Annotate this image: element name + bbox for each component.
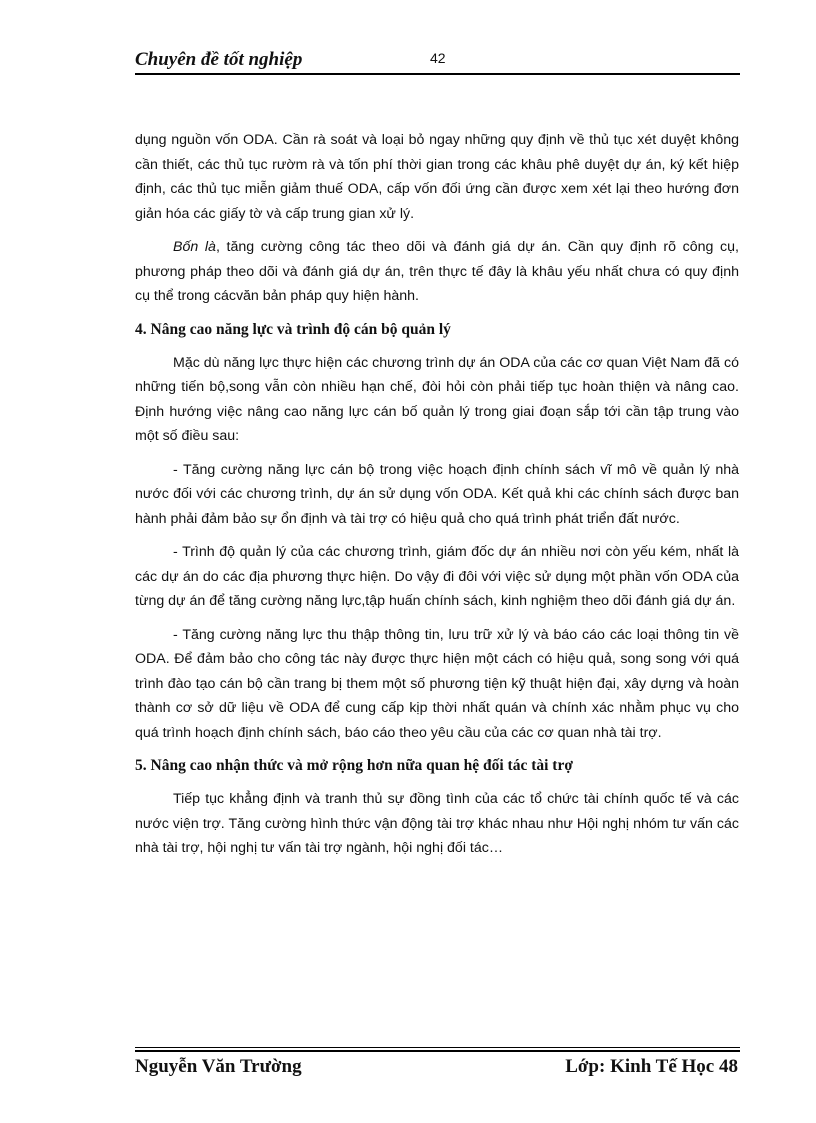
footer-class: Lớp: Kinh Tế Học 48: [565, 1056, 738, 1077]
footer-rule-thin: [135, 1047, 740, 1048]
header-rule: [135, 73, 740, 75]
paragraph-4: - Tăng cường năng lực cán bộ trong việc hoạch định chính sách vĩ mô về quản lý nhà nước đối với các chương trình, dự án sử dụng vốn ODA. Kết quả khi các chính sách được ban hành phải đảm bảo sự ổn định và tài trợ có hiệu quả cho quá trình phát triển đất nước.: [135, 461, 739, 527]
paragraph-2: [135, 235, 739, 309]
paragraph-7: Tiếp tục khẳng định và tranh thủ sự đồng tình của các tổ chức tài chính quốc tế và các nước viện trợ. Tăng cường hình thức vận động tài trợ khác nhau như Hội nghị nhóm tư vấn các nhà tài trợ, hội nghị tư vấn tài trợ ngành, hội nghị đối tác…: [135, 791, 739, 856]
paragraph-6: - Tăng cường năng lực thu thập thông tin, lưu trữ xử lý và báo cáo các loại thông tin về ODA. Để đảm bảo cho công tác này được thực hiện một cách có hiệu quả, song song với quá trình đào tạo cán bộ cần trang bị them một số phương tiện kỹ thuật hiện đại, xây dựng và hoàn thành cơ sở dữ liệu về ODA để cung cấp kịp thời nhất quán và chính xác nhằm phục vụ cho quá trình hoạch định chính sách, báo cáo theo yêu cầu của các cơ quan nhà tài trợ.: [135, 626, 739, 741]
header-title: Chuyên đề tốt nghiệp: [135, 49, 303, 70]
footer-author: Nguyễn Văn Trường: [135, 1056, 302, 1077]
page-number: 42: [430, 50, 446, 66]
paragraph-1: dụng nguồn vốn ODA. Cần rà soát và loại bỏ ngay những quy định về thủ tục xét duyệt không cần thiết, các thủ tục rườm rà và tốn phí thời gian trong các khâu phê duyệt dự án, ký kết hiệp định, các thủ tục miễn giảm thuế ODA, cấp vốn đối ứng cần được xem xét lại theo hướng đơn giản hóa các giấy tờ và cấp trung gian xử lý.: [135, 132, 739, 222]
footer-rule-thick: [135, 1050, 740, 1052]
paragraph-5: - Trình độ quản lý của các chương trình, giám đốc dự án nhiều nơi còn yếu kém, nhất là các dự án do các địa phương thực hiện. Do vậy đi đôi với việc sử dụng một phần vốn ODA của từng dự án để tăng cường năng lực,tập huấn chính sách, kinh nghiệm theo dõi đánh giá dự án.: [135, 544, 739, 609]
paragraph-2-text: , tăng cường công tác theo dõi và đánh giá dự án. Cần quy định rõ công cụ, phương pháp theo dõi và đánh giá dự án, trên thực tế đây là khâu yếu nhất chưa có quy định cụ thể trong cácvăn bản pháp quy hiện hành.: [135, 239, 739, 304]
paragraph-2-lead: Bốn là: [173, 239, 216, 255]
section-heading-4: 4. Nâng cao năng lực và trình độ cán bộ quản lý: [135, 320, 451, 338]
document-body: [135, 128, 739, 870]
paragraph-3: Mặc dù năng lực thực hiện các chương trình dự án ODA của các cơ quan Việt Nam đã có những tiến bộ,song vẫn còn nhiều hạn chế, đòi hỏi còn phải tiếp tục hoàn thiện và nâng cao. Định hướng việc nâng cao năng lực cán bố quản lý trong giai đoạn sắp tới cần tập trung vào một số điều sau:: [135, 354, 739, 444]
page-header: [135, 46, 740, 74]
section-heading-5: 5. Nâng cao nhận thức và mở rộng hơn nữa quan hệ đối tác tài trợ: [135, 757, 573, 774]
